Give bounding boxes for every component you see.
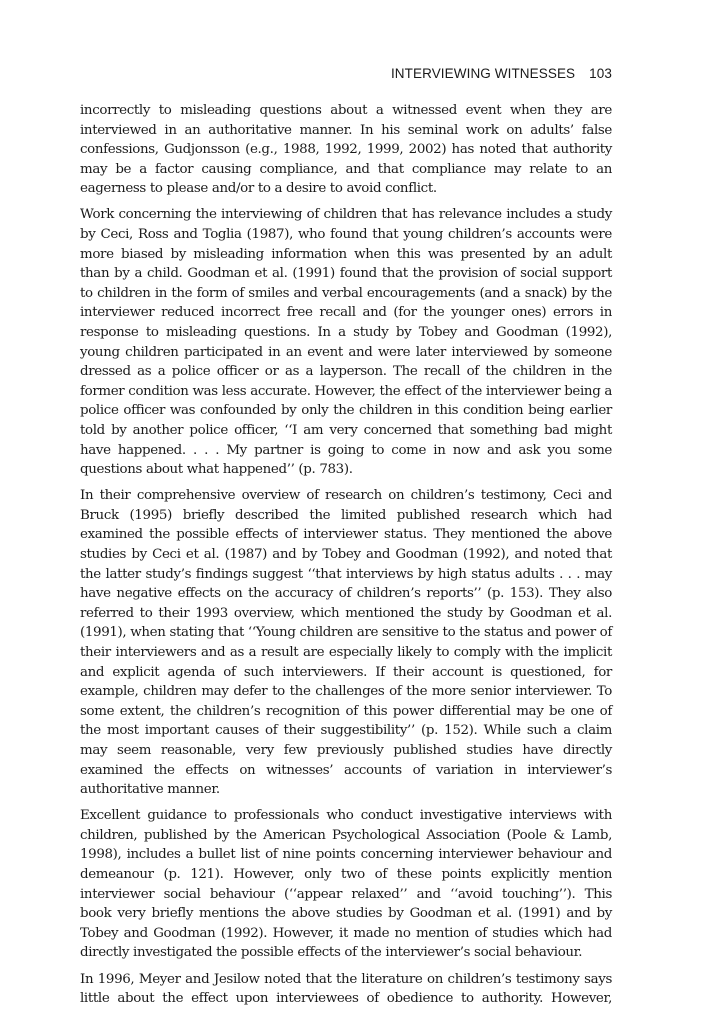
text-line: little about the effect upon interviewees of obedience to authority. However, (80, 991, 612, 1007)
body-text (80, 101, 612, 1015)
text-line: directly investigated the possible effects of the interviewer’s social behaviour. (80, 945, 583, 961)
paragraph (80, 101, 612, 199)
text-line: demeanour (p. 121). However, only two of these points explicitly mention (80, 867, 612, 883)
text-line: have negative effects on the accuracy of children’s reports’’ (p. 153). They also (80, 586, 612, 602)
text-line: interviewer reduced incorrect free recall and (for the younger ones) errors in (80, 305, 612, 321)
running-title: INTERVIEWING WITNESSES (390, 66, 576, 81)
text-line: may be a factor causing compliance, and that compliance may relate to an (80, 161, 612, 177)
text-line: referred to their 1993 overview, which mentioned the study by Goodman et al. (80, 605, 612, 621)
text-line: interviewer social behaviour (‘‘appear relaxed’’ and ‘‘avoid touching’’). This (80, 886, 612, 902)
text-line: Bruck (1995) briefly described the limited published research which had (80, 507, 612, 523)
text-line: examined the possible effects of interviewer status. They mentioned the above (80, 527, 612, 543)
text-line: studies by Ceci et al. (1987) and by Tobey and Goodman (1992), and noted that (80, 547, 612, 563)
paragraph (80, 486, 612, 800)
page-number: 103 (589, 66, 612, 81)
running-header (80, 66, 612, 81)
text-line: told by another police officer, ‘‘I am very concerned that something bad might (80, 423, 612, 438)
paragraph (80, 205, 612, 479)
text-line: Excellent guidance to professionals who conduct investigative interviews with (80, 808, 612, 824)
text-line: authoritative manner. (80, 782, 220, 798)
text-line: In 1996, Meyer and Jesilow noted that the literature on children’s testimony says (80, 971, 612, 987)
text-line: former condition was less accurate. However, the effect of the interviewer being a (80, 383, 612, 399)
paragraph (80, 806, 612, 963)
text-line: 1998), includes a bullet list of nine points concerning interviewer behaviour and (80, 847, 612, 863)
text-line: children, published by the American Psychological Association (Poole & Lamb, (80, 827, 612, 843)
text-line: incorrectly to misleading questions about a witnessed event when they are (80, 103, 612, 118)
text-line: In their comprehensive overview of research on children’s testimony, Ceci and (80, 488, 612, 504)
text-line: have happened. . . . My partner is going to come in now and ask you some (80, 442, 612, 458)
text-line: Tobey and Goodman (1992). However, it made no mention of studies which had (80, 925, 612, 941)
text-line: response to misleading questions. In a study by Tobey and Goodman (1992), (80, 325, 612, 341)
text-line: the most important causes of their suggestibility’’ (p. 152). While such a claim (80, 723, 612, 739)
text-line: questions about what happened’’ (p. 783). (80, 462, 353, 478)
text-line: than by a child. Goodman et al. (1991) found that the provision of social support (80, 266, 612, 282)
text-line: and explicit agenda of such interviewers. If their account is questioned, for (80, 664, 612, 680)
text-line: police officer was confounded by only the children in this condition being earlier (80, 403, 612, 419)
text-line: book very briefly mentions the above studies by Goodman et al. (1991) and by (80, 906, 612, 922)
text-line: some extent, the children’s recognition of this power differential may be one of (80, 703, 612, 719)
text-line: more biased by misleading information when this was presented by an adult (80, 246, 612, 262)
text-line: may seem reasonable, very few previously published studies have directly (80, 743, 612, 758)
text-line: interviewed in an authoritative manner. In his seminal work on adults’ false (80, 122, 612, 138)
text-line: Work concerning the interviewing of children that has relevance includes a study (80, 207, 612, 223)
text-line: dressed as a police officer or as a layperson. The recall of the children in the (80, 364, 612, 380)
text-line: to children in the form of smiles and verbal encouragements (and a snack) by the (80, 285, 612, 301)
text-line: by Ceci, Ross and Toglia (1987), who found that young children’s accounts were (80, 227, 612, 243)
text-line: the latter study’s findings suggest ‘‘that interviews by high status adults . . . may (80, 566, 612, 582)
text-line: their interviewers and as a result are especially likely to comply with the implicit (80, 645, 612, 661)
text-line: young children participated in an event and were later interviewed by someone (80, 344, 612, 360)
text-line: example, children may defer to the challenges of the more senior interviewer. To (80, 684, 612, 700)
text-line: eagerness to please and/or to a desire to avoid conflict. (80, 181, 437, 197)
paragraph (80, 970, 612, 1009)
text-line: confessions, Gudjonsson (e.g., 1988, 1992, 1999, 2002) has noted that authority (80, 142, 612, 158)
text-line: (1991), when stating that ‘‘Young children are sensitive to the status and power of (80, 625, 612, 641)
text-line: examined the effects on witnesses’ accounts of variation in interviewer’s (80, 762, 612, 778)
